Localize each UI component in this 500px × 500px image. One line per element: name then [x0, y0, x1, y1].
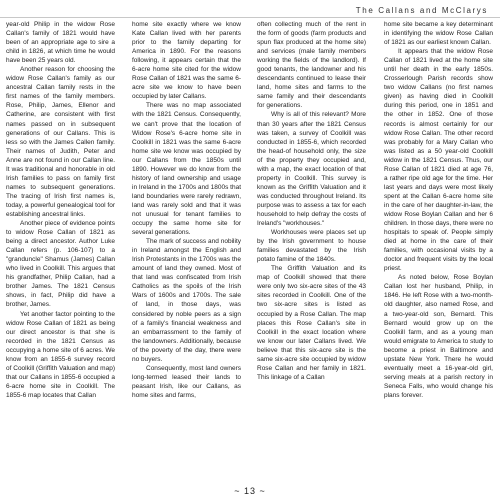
paragraph: Why is all of this relevant? More than 30 years after the 1821 Census was taken, a survey of Coolkill was conducted in 1855-6, which recorded the head-of household only, the size of the property they occupied and, with a map, the exact location of that property in Coolkill. This survey is known as the Griffith Valuation and it was conducted throughout Ireland. Its purpose was to assess a tax for each household to help defray the costs of Ireland's "workhouses.": [257, 111, 366, 228]
text-column-2: [132, 20, 241, 400]
paragraph: home site became a key determinant in identifying the widow Rose Callan of 1821 as our earliest known Callan.: [384, 21, 493, 47]
paragraph: Workhouses were places set up by the Irish government to house families devastated by the Irish potato famine of the 1840s.: [257, 229, 366, 264]
paragraph: Another piece of evidence points to widow Rose Callan of 1821 as being a direct ancestor. Author Luke Callan refers (p. 106-107) to a "granduncle" Shamus (James) Callan who lived in Coolkill. This argues that his grandfather, Philip Callan, had a brother James. The 1821 Census shows, in fact, Philip did have a brother, James.: [6, 220, 115, 309]
paragraph: Yet another factor pointing to the widow Rose Callan of 1821 as being our direct ancestor is that she is recorded in the 1821 Census as occupying a home site of 6 acres. We know from an 1855-6 survey record of Coolkill (Griffith Valuation and map) that our Callans in 1855-6 occupied a 6-acre home site in Coolkill. The 1855-6 map locates that Callan: [6, 310, 115, 399]
paragraph: year-old Philip in the widow Rose Callan's family of 1821 would have been of an appropriate age to sire a child in 1826, at which time he would have been 25 years old.: [6, 21, 115, 65]
paragraph: Consequently, most land owners long-termed leased their lands to peasant Irish, like our Callans, as home sites and farms,: [132, 364, 241, 399]
paragraph: Another reason for choosing the widow Rose Callan's family as our ancestral Callan family rests in the first names of the family members. Rose, Philip, James, Ellenor and Catherine, are consistent with first names passed on in subsequent generations of our Callans. This is less so with the James Callen family. Their names of Judith, Peter and Anne are not found in our Callan line. It was traditional and honorable in old Irish families to pass on family first names to subsequent generations. The tracing of Irish first names is, today, a powerful genealogical tool for establishing ancestral links.: [6, 66, 116, 218]
paragraph: There was no map associated with the 1821 Census. Consequently, we can't prove that the location of Widow Rose's 6-acre home site in Coolkill in 1821 was the same 6-acre home site we know was occupied by our Callans from the 1850s until 1890. However we do know from the history of land ownership and usage in Ireland in the 1700s and 1800s that land boundaries were rarely redrawn, land was rarely sold and that it was not unusual for tenant families to occupy the same home site for several generations.: [132, 102, 241, 237]
paragraph: It appears that the widow Rose Callan of 1821 lived at the home site until her death in the early 1850s. Crosserlough Parish records show two widow Callans (no first names given) as having died in Coolkill during this period, one in 1851 and the other in 1852. One of those records is almost certainly for our widow Rose Callan. The other record was probably for a Mary Callan who was listed as a 50 year-old Coolkill widow in the 1821 Census. Thus, our Rose Callan of 1821 died at age 76, a rather ripe old age for the time. Her last years and days were most likely spent at the Callan 6-acre home site in the care of her daughter-in-law, the widow Rose Boylan Callan and her 6 children. In those days, there were no hospitals to speak of. People simply died at home in the care of their families, with occasional visits by a doctor and frequent visits by the local priest.: [384, 48, 493, 273]
paragraph: The mark of success and nobility in Ireland amongst the English and Irish Protestants in the 1700s was the amount of land they owned. Most of that land was confiscated from Irish Catholics as the spoils of the Irish Wars of 1600s and 1700s. The sale of land, in those days, was considered by noble peers as a sign of a family's financial weakness and an embarrassment to the family of the landowners. Additionally, because of the poverty of the day, there were no buyers.: [132, 238, 241, 363]
paragraph: As noted below, Rose Boylan Callan lost her husband, Philip, in 1846. He left Rose with a two-month-old daughter, also named Rose, and a two-year-old son, Bernard. This Bernard would grow up on the Coolkill farm, and as a young man would emigrate to America to study to become a priest in Baltimore and upstate New York. There he would eventually meet a 16-year-old girl, serving meals at a parish rectory in Seneca Falls, who would change his plans forever.: [384, 274, 493, 399]
text-column-4: [384, 20, 493, 400]
page-number: ~ 13 ~: [234, 486, 266, 496]
running-header: The Callans and McClarys: [355, 6, 488, 15]
header-rule: [0, 17, 500, 18]
paragraph: often collecting much of the rent in the form of goods (farm products and spun flax produced at the home site) and services (male family members working the fields of the landlord). If good tenants, the landowner and his descendants continued to lease their land, home sites and farms to the same family and their descendants for generations.: [257, 21, 366, 110]
paragraph: The Griffith Valuation and its map of Coolkill showed that there were only two six-acre sites of the 43 sites recorded in Coolkill. One of the two six-acre sites is listed as occupied by a Rose Callan. The map places this Rose Callan's site in Coolkill in the exact location where we know our later Callans lived. We believe that this six-acre site is the same six-acre site occupied by widow Rose Callan and her family in 1821. This linkage of a Callan: [257, 265, 366, 381]
paragraph: home site exactly where we know Kate Callan lived with her parents prior to the family departing for America in 1890. For the reasons following, it appears certain that the 6-acre home site cited for the widow Rose Callan of 1821 was the same 6-acre site we know to have been occupied by later Callans.: [132, 21, 241, 101]
text-column-3: [257, 20, 366, 382]
text-column-1: [6, 20, 115, 400]
